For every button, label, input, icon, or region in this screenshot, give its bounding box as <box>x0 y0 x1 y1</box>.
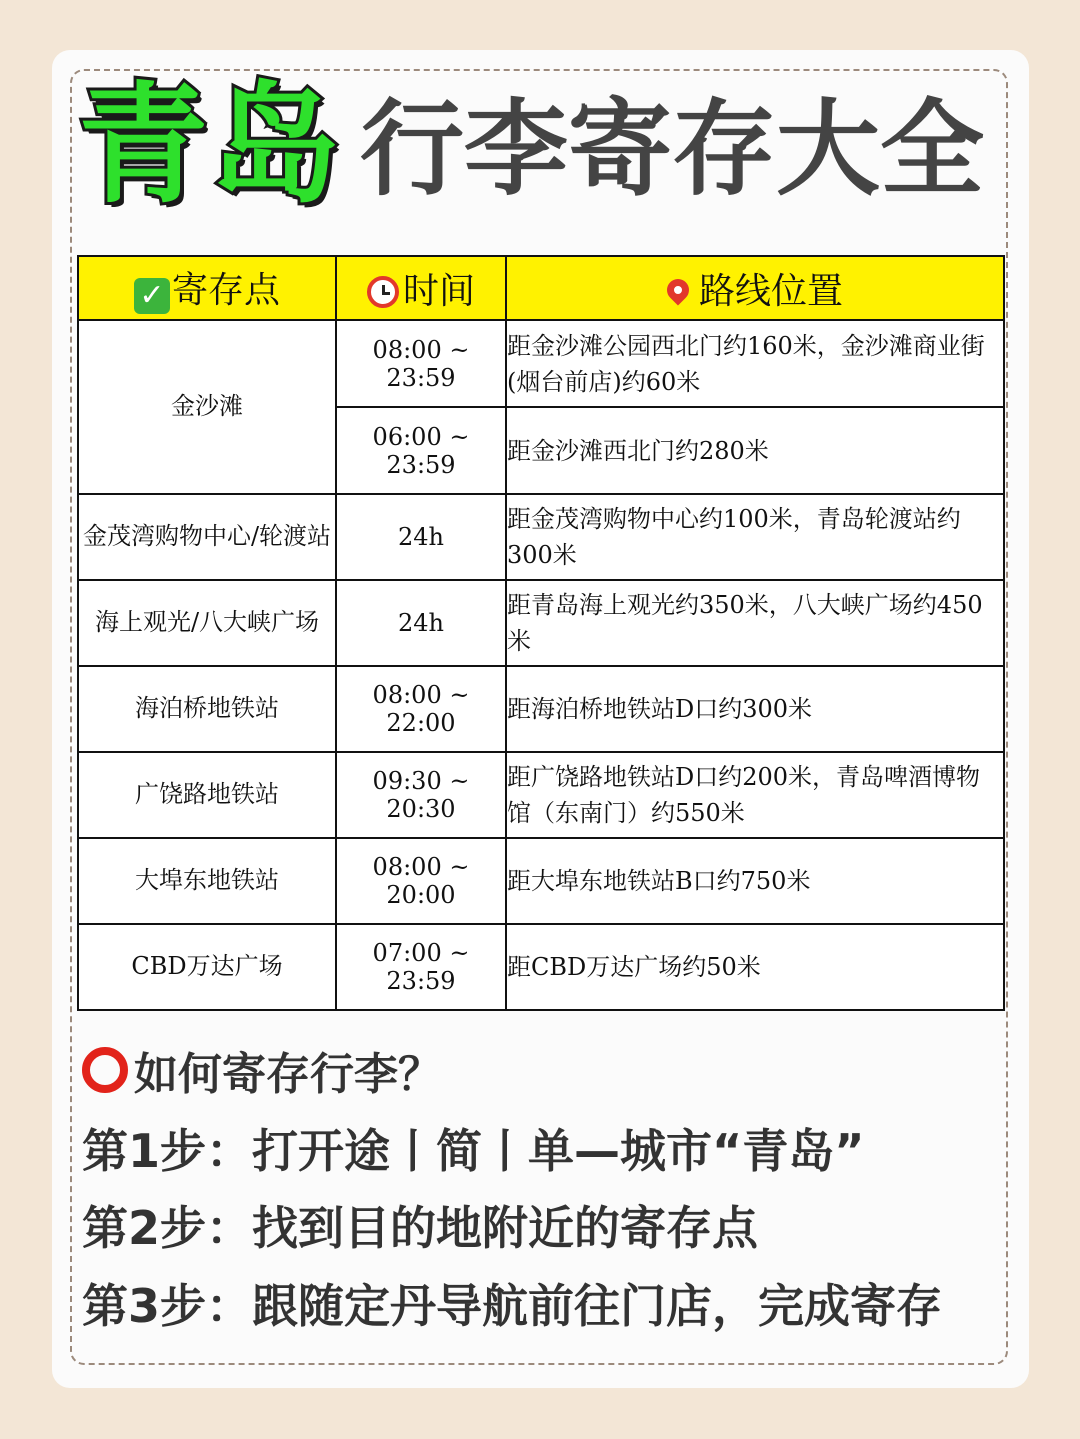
table-header-row <box>78 256 1004 320</box>
location-cell: 金沙滩 <box>78 320 336 494</box>
table-row <box>78 924 1004 1010</box>
time-cell: 06:00 ~ 23:59 <box>336 407 506 494</box>
route-cell: 距青岛海上观光约350米，八大峡广场约450米 <box>506 580 1004 666</box>
step-2: 第2步：找到目的地附近的寄存点 <box>82 1201 759 1255</box>
time-cell: 08:00 ~ 20:00 <box>336 838 506 924</box>
route-cell: 距CBD万达广场约50米 <box>506 924 1004 1010</box>
title-highlight: 青岛 <box>78 69 343 221</box>
step-1: 第1步：打开途丨简丨单—城市“青岛” <box>82 1124 865 1178</box>
table-row <box>78 320 1004 407</box>
route-cell: 距金沙滩公园西北门约160米，金沙滩商业街(烟台前店)约60米 <box>506 320 1004 407</box>
location-cell: 海上观光/八大峡广场 <box>78 580 336 666</box>
location-cell: 海泊桥地铁站 <box>78 666 336 752</box>
route-cell: 距大埠东地铁站B口约750米 <box>506 838 1004 924</box>
location-cell: 金茂湾购物中心/轮渡站 <box>78 494 336 580</box>
table-row <box>78 752 1004 838</box>
route-cell: 距海泊桥地铁站D口约300米 <box>506 666 1004 752</box>
table-row <box>78 666 1004 752</box>
how-to-heading <box>82 1040 442 1100</box>
step-3: 第3步：跟随定丹导航前往门店，完成寄存 <box>82 1279 943 1333</box>
route-cell: 距金茂湾购物中心约100米，青岛轮渡站约300米 <box>506 494 1004 580</box>
map-pin-icon <box>662 274 693 305</box>
header-location <box>78 256 336 320</box>
time-cell: 08:00 ~ 23:59 <box>336 320 506 407</box>
time-cell: 09:30 ~ 20:30 <box>336 752 506 838</box>
time-cell: 07:00 ~ 23:59 <box>336 924 506 1010</box>
time-cell: 24h <box>336 494 506 580</box>
title-rest: 行李寄存大全 <box>360 88 985 210</box>
page-title <box>78 70 984 220</box>
header-time <box>336 256 506 320</box>
header-route-label: 路线位置 <box>698 270 843 312</box>
location-cell: 广饶路地铁站 <box>78 752 336 838</box>
table-row <box>78 838 1004 924</box>
table-row <box>78 580 1004 666</box>
time-cell: 08:00 ~ 22:00 <box>336 666 506 752</box>
storage-table <box>77 255 1005 1011</box>
header-route <box>506 256 1004 320</box>
route-cell: 距广饶路地铁站D口约200米，青岛啤酒博物馆（东南门）约550米 <box>506 752 1004 838</box>
route-cell: 距金沙滩西北门约280米 <box>506 407 1004 494</box>
location-cell: CBD万达广场 <box>78 924 336 1010</box>
header-time-label: 时间 <box>402 270 475 312</box>
how-to-heading-text: 如何寄存行李？ <box>134 1049 442 1100</box>
red-circle-icon <box>82 1047 128 1093</box>
check-mark-icon: ✓ <box>134 278 170 314</box>
header-location-label: 寄存点 <box>171 270 280 311</box>
alarm-clock-icon <box>367 276 399 308</box>
time-cell: 24h <box>336 580 506 666</box>
location-cell: 大埠东地铁站 <box>78 838 336 924</box>
table-row <box>78 494 1004 580</box>
